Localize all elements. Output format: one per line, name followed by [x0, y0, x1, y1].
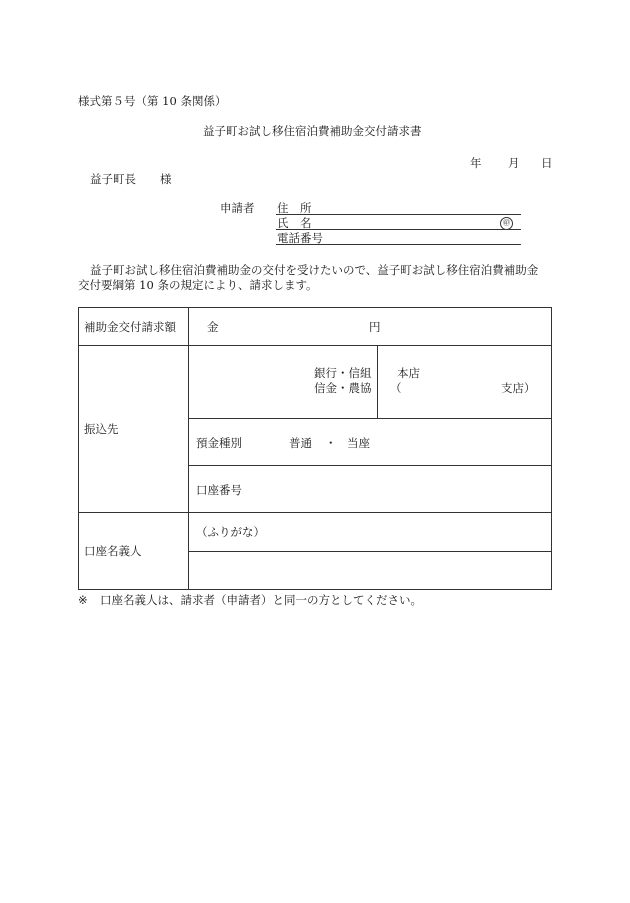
applicant-name-label: 氏 名 [277, 216, 312, 230]
amount-label: 補助金交付請求額 [84, 320, 176, 334]
form-number: 様式第５号（第 10 条関係） [78, 94, 227, 108]
deposit-type-label: 預金種別 [196, 436, 242, 450]
bank-name-input[interactable] [192, 350, 302, 412]
date-month-label: 月 [508, 156, 520, 170]
applicant-name-field[interactable] [276, 229, 521, 230]
document-title: 益子町お試し移住宿泊費補助金交付請求書 [203, 124, 422, 138]
addressee-name: 益子町長 [90, 172, 136, 186]
seal-mark-icon: ㊞ [500, 217, 513, 230]
transfer-label: 振込先 [84, 422, 119, 436]
footnote-mark: ※ [78, 593, 88, 607]
deposit-type-separator: ・ [325, 436, 337, 450]
applicant-phone-field[interactable] [276, 244, 521, 245]
amount-input[interactable] [222, 312, 364, 340]
date-year-label: 年 [470, 156, 482, 170]
bank-type-options-1[interactable]: 銀行・信組 [314, 366, 372, 380]
deposit-type-current[interactable]: 当座 [347, 436, 370, 450]
table-divider [78, 345, 552, 346]
body-text-line-2: 交付要綱第 10 条の規定により、請求します。 [78, 278, 318, 292]
addressee-honorific: 様 [160, 172, 172, 186]
branch-label: 支店） [501, 381, 536, 395]
applicant-address-label: 住 所 [277, 201, 312, 215]
table-divider [188, 551, 552, 552]
footnote-text: 口座名義人は、請求者（申請者）と同一の方としてください。 [100, 593, 422, 607]
branch-name-input[interactable] [404, 379, 496, 395]
date-day-label: 日 [541, 156, 553, 170]
bank-type-options-2[interactable]: 信金・農協 [314, 381, 372, 395]
applicant-phone-label: 電話番号 [277, 231, 323, 245]
table-column-divider [188, 307, 189, 590]
account-number-input[interactable] [250, 470, 546, 508]
table-column-divider [377, 345, 378, 418]
deposit-type-ordinary[interactable]: 普通 [289, 436, 312, 450]
furigana-input[interactable] [270, 517, 546, 547]
body-text-line-1: 益子町お試し移住宿泊費補助金の交付を受けたいので、益子町お試し移住宿泊費補助金 [90, 263, 539, 277]
branch-open-paren: （ [390, 381, 402, 395]
table-divider [188, 418, 552, 419]
account-holder-input[interactable] [192, 555, 546, 586]
table-divider [78, 512, 552, 513]
applicant-address-field[interactable] [276, 214, 521, 215]
account-holder-label: 口座名義人 [84, 544, 142, 558]
amount-suffix: 円 [369, 320, 381, 334]
table-divider [188, 465, 552, 466]
applicant-label: 申請者 [220, 201, 255, 215]
head-office-label: 本店 [397, 366, 420, 380]
amount-prefix: 金 [207, 320, 219, 334]
account-number-label: 口座番号 [196, 483, 242, 497]
furigana-label: （ふりがな） [196, 525, 265, 539]
transfer-table [78, 307, 552, 590]
